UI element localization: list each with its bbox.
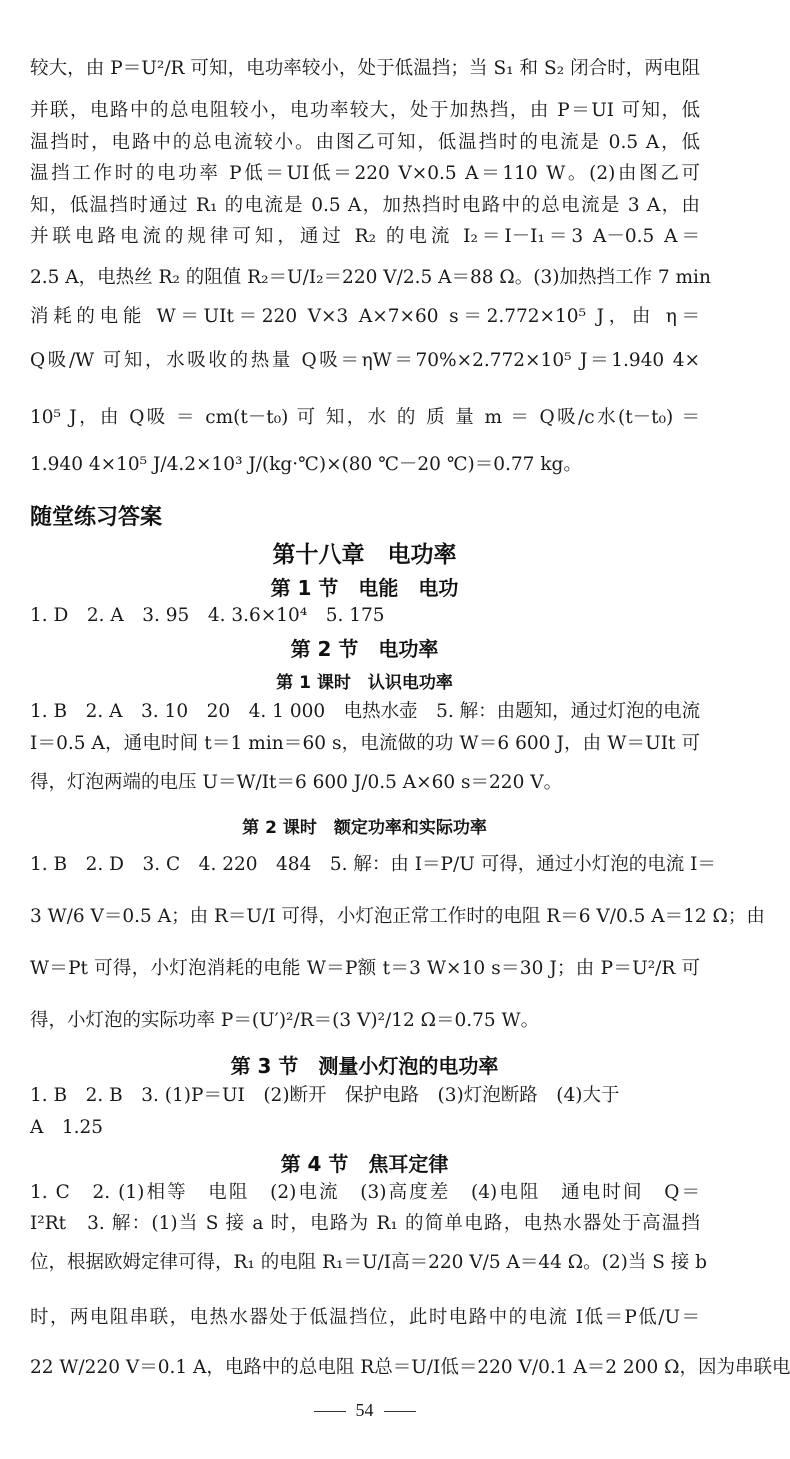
text-line: 2.5 A，电热丝 R₂ 的阻值 R₂＝U/I₂＝220 V/2.5 A＝88 Ω。(3)加热挡工作 7 min (30, 267, 711, 288)
subsection-title: 第 1 节 电能 电功 (270, 576, 459, 600)
text-line: 较大，由 P＝U²/R 可知，电功率较小，处于低温挡；当 S₁ 和 S₂ 闭合时，两电阻 (30, 58, 700, 79)
text-line: 温挡工作时的电功率 P低＝UI低＝220 V×0.5 A＝110 W。(2)由图乙可 (30, 163, 700, 184)
answer-line: 1. D 2. A 3. 95 4. 3.6×10⁴ 5. 175 (30, 605, 385, 626)
page-footer (0, 1400, 729, 1421)
answer-line: 1. B 2. D 3. C 4. 220 484 5. 解：由 I＝P/U 可得，通过小灯泡的电流 I＝ (30, 854, 716, 875)
text-line: 22 W/220 V＝0.1 A，电路中的总电阻 R总＝U/I低＝220 V/0.1 A＝2 200 Ω，因为串联电 (30, 1357, 790, 1378)
lesson-title: 第 2 课时 额定功率和实际功率 (242, 818, 487, 838)
text-line: 位，根据欧姆定律可得，R₁ 的电阻 R₁＝U/I高＝220 V/5 A＝44 Ω。(2)当 S 接 b (30, 1252, 708, 1273)
subsection-title: 第 4 节 焦耳定律 (280, 1152, 449, 1176)
answer-line: 1. B 2. A 3. 10 20 4. 1 000 电热水壶 5. 解：由题知，通过灯泡的电流 (30, 701, 701, 722)
subsection-title: 第 2 节 电功率 (290, 637, 439, 661)
footer-dash-right (384, 1411, 416, 1412)
text-line: 消耗的电能 W＝UIt＝220 V×3 A×7×60 s＝2.772×10⁵ J，由 η＝ (30, 306, 700, 327)
subsection-title: 第 3 节 测量小灯泡的电功率 (230, 1054, 499, 1078)
section-heading: 随堂练习答案 (30, 505, 163, 530)
text-line: 知，低温挡时通过 R₁ 的电流是 0.5 A，加热挡时电路中的总电流是 3 A，由 (30, 195, 700, 216)
text-line: 并联，电路中的总电阻较小，电功率较大，处于加热挡，由 P＝UI 可知，低 (30, 100, 700, 121)
text-line: 10⁵ J，由 Q吸 ＝ cm(t－t₀) 可 知，水 的 质 量 m ＝ Q吸/c水(t－t₀) ＝ (30, 407, 700, 428)
text-line: 并联电路电流的规律可知，通过 R₂ 的电流 I₂＝I－I₁＝3 A－0.5 A＝ (30, 226, 700, 247)
text-line: I²Rt 3. 解：(1)当 S 接 a 时，电路为 R₁ 的简单电路，电热水器处于高温挡 (30, 1213, 700, 1234)
text-line: A 1.25 (30, 1117, 104, 1138)
text-line: 时，两电阻串联，电热水器处于低温挡位，此时电路中的电流 I低＝P低/U＝ (30, 1307, 700, 1328)
answer-line: 1. B 2. B 3. (1)P＝UI (2)断开 保护电路 (3)灯泡断路 (4)大于 (30, 1085, 620, 1106)
text-line: I＝0.5 A，通电时间 t＝1 min＝60 s，电流做的功 W＝6 600 J，由 W＝UIt 可 (30, 733, 700, 754)
text-line: 1.940 4×10⁵ J/4.2×10³ J/(kg·℃)×(80 ℃－20 ℃)＝0.77 kg。 (30, 454, 582, 475)
page-number: 54 (355, 1400, 374, 1420)
text-line: W＝Pt 可得，小灯泡消耗的电能 W＝P额 t＝3 W×10 s＝30 J；由 P＝U²/R 可 (30, 958, 700, 979)
lesson-title: 第 1 课时 认识电功率 (276, 673, 453, 693)
answer-line: 1. C 2. (1)相等 电阻 (2)电流 (3)高度差 (4)电阻 通电时间 Q＝ (30, 1182, 700, 1203)
text-line: 得，灯泡两端的电压 U＝W/It＝6 600 J/0.5 A×60 s＝220 V。 (30, 772, 563, 793)
chapter-title: 第十八章 电功率 (272, 542, 457, 568)
text-line: Q吸/W 可知，水吸收的热量 Q吸＝ηW＝70%×2.772×10⁵ J＝1.940 4× (30, 350, 700, 371)
text-line: 温挡时，电路中的总电流较小。由图乙可知，低温挡时的电流是 0.5 A，低 (30, 132, 700, 153)
text-line: 得，小灯泡的实际功率 P＝(U′)²/R＝(3 V)²/12 Ω＝0.75 W。 (30, 1010, 540, 1031)
footer-dash-left (314, 1411, 346, 1412)
text-line: 3 W/6 V＝0.5 A；由 R＝U/I 可得，小灯泡正常工作时的电阻 R＝6 V/0.5 A＝12 Ω；由 (30, 906, 765, 927)
